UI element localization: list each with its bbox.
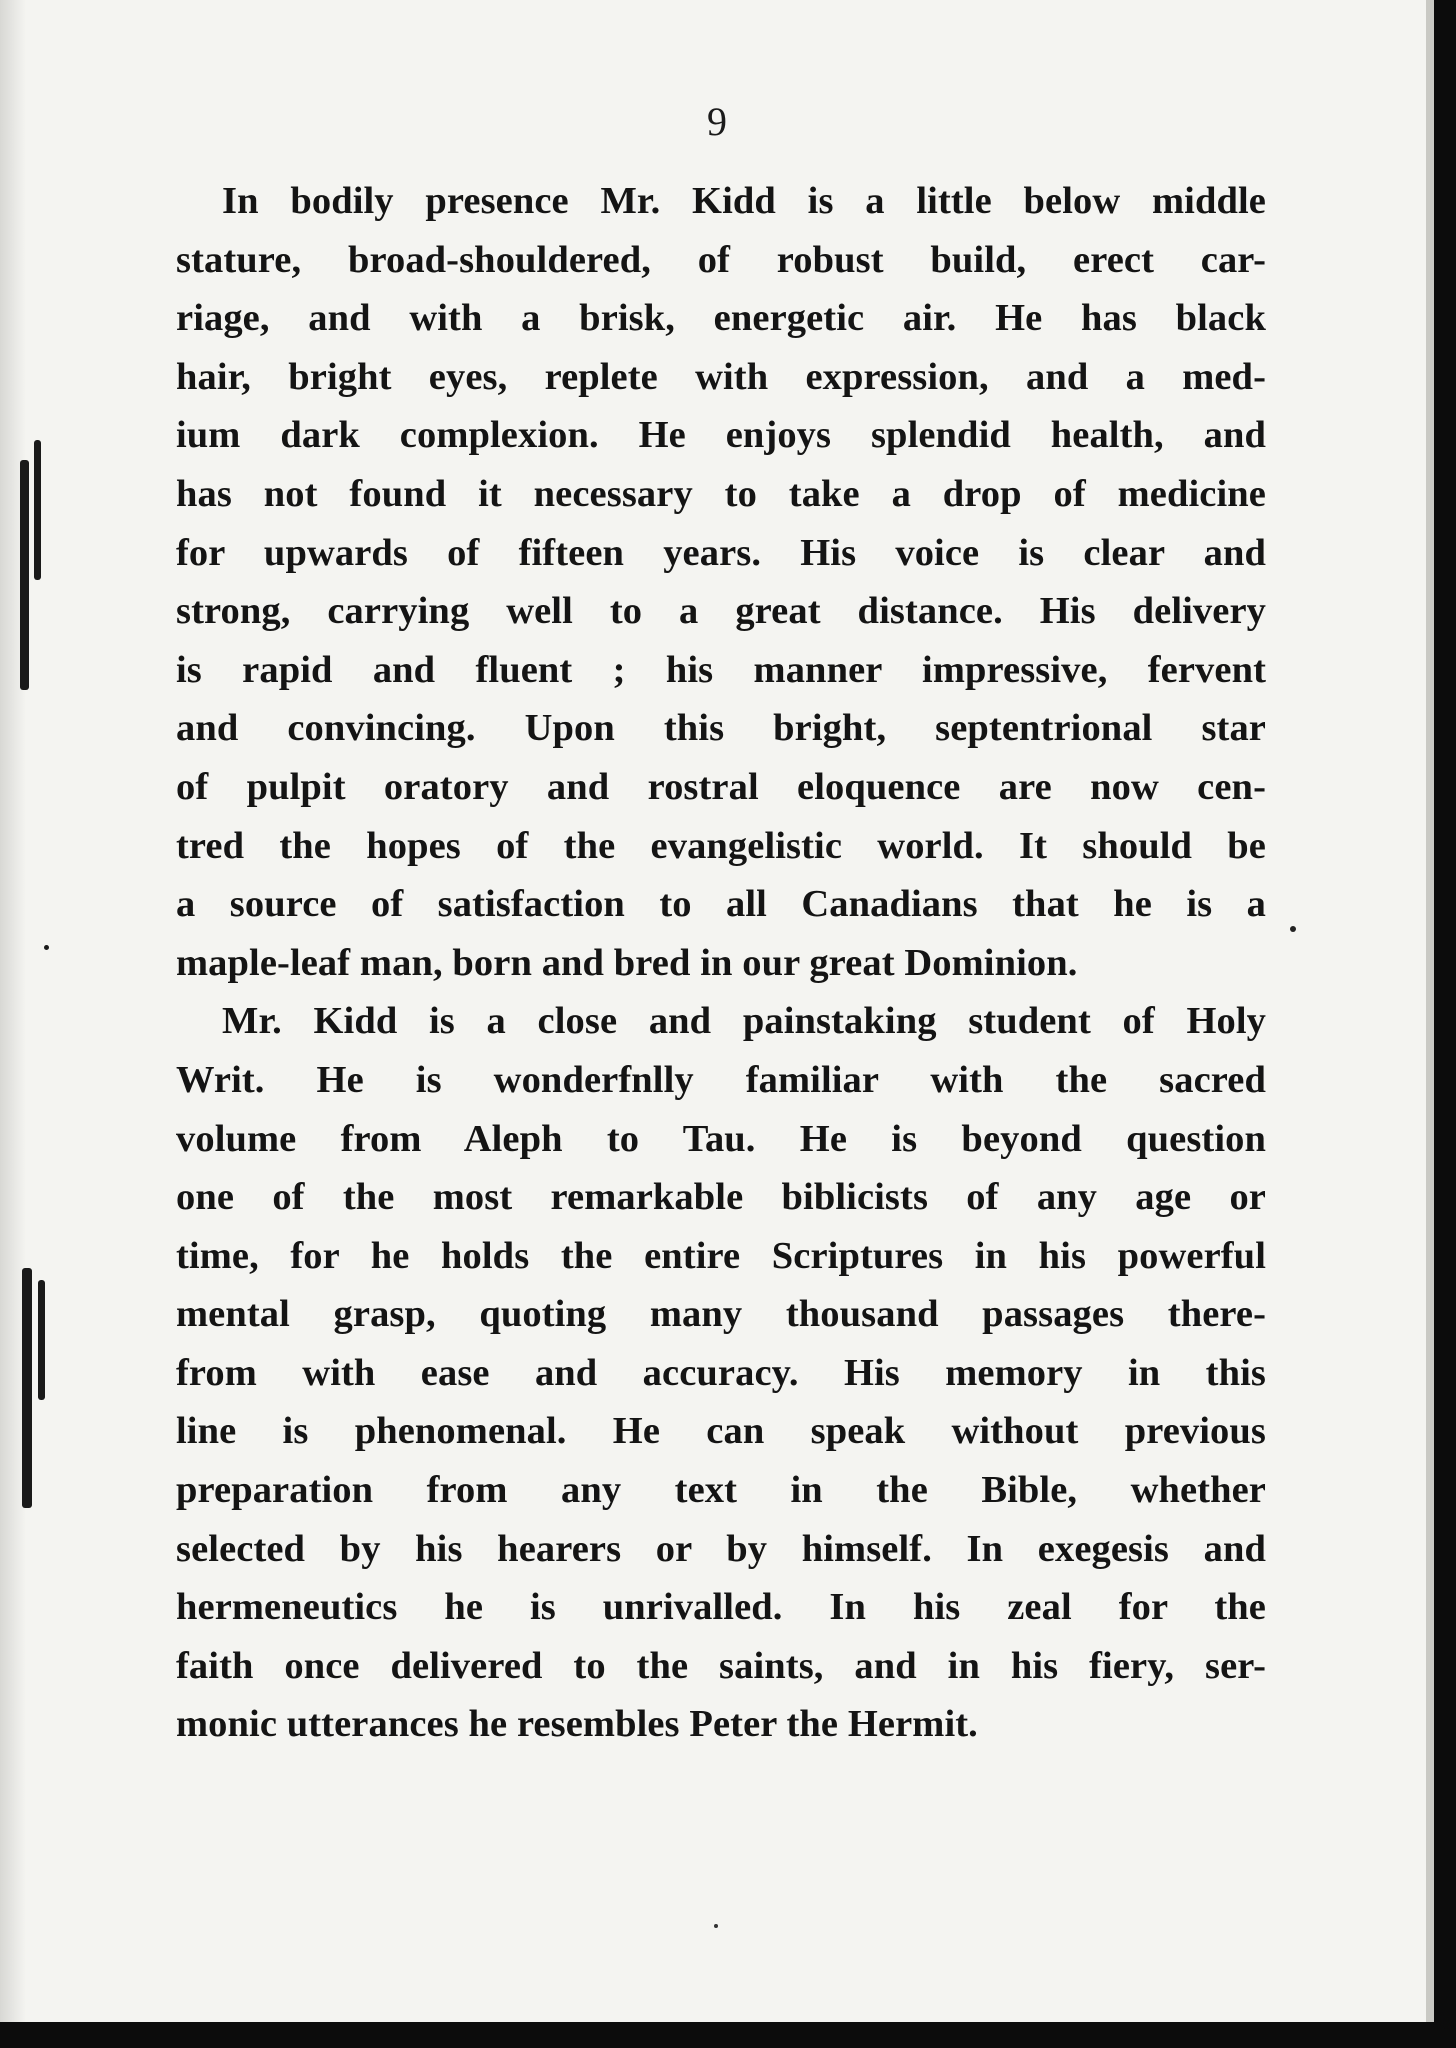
text-line: Mr. Kidd is a close and painstaking student of Holy: [222, 1000, 1266, 1043]
text-line: Writ. He is wonderfnlly familiar with the sacred: [176, 1058, 1266, 1101]
text-line: In bodily presence Mr. Kidd is a little below middle: [222, 180, 1266, 222]
text-line: tred the hopes of the evangelistic world. It should be: [176, 824, 1266, 867]
gutter-shadow: [0, 0, 26, 2022]
text-line: preparation from any text in the Bible, whether: [176, 1469, 1266, 1512]
text-line: hair, bright eyes, replete with expression, and a med-: [176, 355, 1266, 398]
text-line: is rapid and fluent ; his manner impressive, fervent: [176, 648, 1266, 691]
scan-speck: [714, 1924, 718, 1928]
text-line: one of the most remarkable biblicists of any age or: [176, 1176, 1266, 1219]
paragraph: [176, 172, 1266, 992]
text-line: monic utterances he resembles Peter the Hermit.: [176, 1703, 978, 1746]
text-line: of pulpit oratory and rostral eloquence are now cen-: [176, 765, 1266, 808]
text-line: ium dark complexion. He enjoys splendid health, and: [176, 414, 1266, 457]
scan-speck: [1290, 926, 1296, 932]
text-line: for upwards of fifteen years. His voice is clear and: [176, 531, 1266, 574]
scan-mark: [34, 440, 41, 580]
text-line: stature, broad-shouldered, of robust build, erect car-: [176, 238, 1266, 281]
text-line: and convincing. Upon this bright, septentrional star: [176, 707, 1266, 750]
text-line: selected by his hearers or by himself. In exegesis and: [176, 1527, 1266, 1570]
scan-mark: [44, 945, 49, 950]
text-line: time, for he holds the entire Scriptures in his powerful: [176, 1234, 1266, 1277]
text-line: volume from Aleph to Tau. He is beyond question: [176, 1117, 1266, 1160]
page-number: 9: [707, 99, 727, 144]
text-line: strong, carrying well to a great distance. His delivery: [176, 590, 1266, 633]
scan-mark: [22, 1268, 32, 1508]
scan-border-bottom: [0, 2022, 1456, 2048]
text-line: a source of satisfaction to all Canadians that he is a: [176, 883, 1266, 926]
text-line: line is phenomenal. He can speak without previous: [176, 1410, 1266, 1453]
scan-border-right: [1434, 0, 1456, 2048]
paragraph: [176, 992, 1266, 1754]
scan-mark: [20, 460, 29, 690]
text-line: riage, and with a brisk, energetic air. He has black: [176, 297, 1266, 340]
text-line: faith once delivered to the saints, and in his fiery, ser-: [176, 1644, 1266, 1687]
text-line: mental grasp, quoting many thousand passages there-: [176, 1293, 1266, 1336]
text-line: from with ease and accuracy. His memory in this: [176, 1351, 1266, 1394]
scan-mark: [38, 1280, 45, 1400]
text-line: maple-leaf man, born and bred in our great Dominion.: [176, 941, 1078, 984]
text-line: has not found it necessary to take a drop of medicine: [176, 472, 1266, 515]
body-text: [176, 172, 1266, 1754]
text-line: hermeneutics he is unrivalled. In his zeal for the: [176, 1586, 1266, 1629]
